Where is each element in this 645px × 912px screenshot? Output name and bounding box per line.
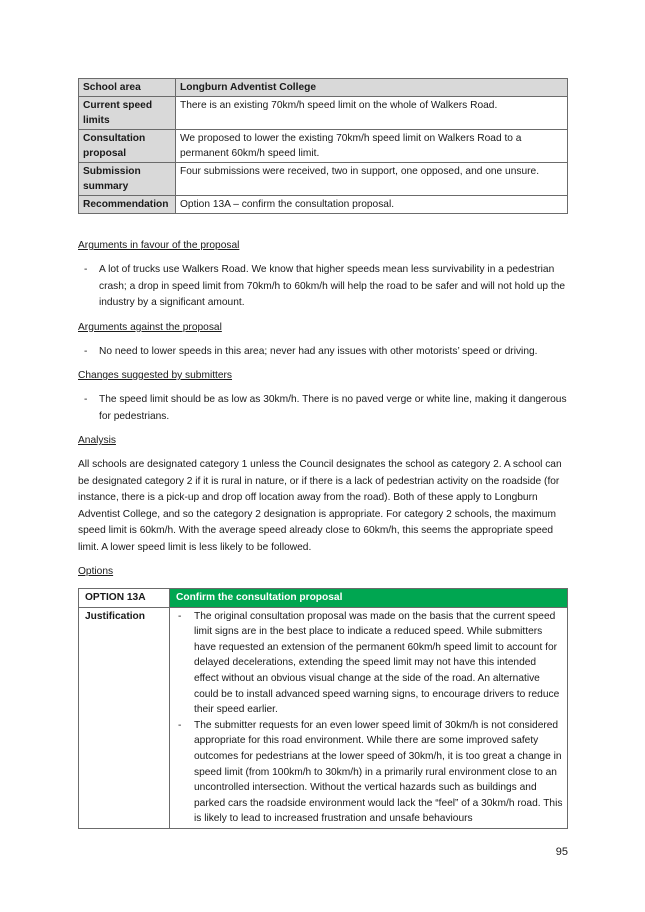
row-value: There is an existing 70km/h speed limit on the whole of Walkers Road. [176,97,568,130]
row-key: Consultation proposal [79,130,176,163]
table-row [79,589,568,608]
table-row [79,196,568,214]
document-page [78,78,568,829]
changes-heading: Changes suggested by submitters [78,370,233,381]
list-item: - The original consultation proposal was made on the basis that the current speed limit signs are in the best place to indicate a reduced speed. While submitters have requested an extension of the permanent 60km/h speed limit to account for delayed decelerations, extending the speed limit may not have this intended effect without an obvious visual change at the side of the road. An alternative could be to install advanced speed warning signs, to encourage drivers to reduce their speed earlier. [172,609,563,718]
justification-cell [170,607,568,828]
row-key: Current speed limits [79,97,176,130]
row-key: Submission summary [79,163,176,196]
option-table [78,588,568,829]
row-value: Option 13A – confirm the consultation proposal. [176,196,568,214]
row-key: School area [79,79,176,97]
justification-list [172,609,563,827]
in-favour-list [78,262,568,312]
summary-table [78,78,568,214]
against-heading: Arguments against the proposal [78,321,222,333]
list-item: - A lot of trucks use Walkers Road. We know that higher speeds mean less survivability in a pedestrian crash; a drop in speed limit from 70km/h to 60km/h will help the road to be safer and will not hold up the industry by a significant amount. [78,262,568,312]
row-value: Four submissions were received, two in support, one opposed, and one unsure. [176,163,568,196]
row-value: Longburn Adventist College [176,79,568,97]
row-key: Recommendation [79,196,176,214]
page-number: 95 [555,846,568,858]
analysis-heading: Analysis [78,435,116,446]
in-favour-heading: Arguments in favour of the proposal [78,240,240,251]
list-item: - The submitter requests for an even lower speed limit of 30km/h is not considered appropriate for this road environment. While there are some improved safety outcomes for pedestrians at the lower speed of 30km/h, it is too great a change in speed limit (from 100km/h to 30km/h) in a primarily rural environment close to an uncontrolled intersection. Without the vertical hazards such as buildings and parked cars the roadside environment would lack the “feel” of a 30km/h road. This is likely to lead to increased frustration and unsafe behaviours [172,718,563,827]
table-row [79,607,568,828]
list-item: - The speed limit should be as low as 30km/h. There is no paved verge or white line, making it dangerous for pedestrians. [78,392,568,425]
changes-list [78,392,568,425]
table-row [79,97,568,130]
analysis-paragraph: All schools are designated category 1 unless the Council designates the school as category 2. A school can be designated category 2 if it is rural in nature, or if there is a lack of pedestrian activity on the roadside (for instance, there is a pick-up and drop off location away from the road). Both of these apply to Longburn Adventist College, and so the category 2 designation is appropriate. For category 2 schools, the maximum speed limit is 60km/h. With the average speed already close to 60km/h, this seems the appropriate speed limit. A lower speed limit is less likely to be followed. [78,459,562,553]
option-title: Confirm the consultation proposal [170,589,568,608]
list-item: - No need to lower speeds in this area; never had any issues with other motorists’ speed or driving. [78,344,568,361]
justification-label: Justification [79,607,170,828]
option-label: OPTION 13A [79,589,170,608]
row-value: We proposed to lower the existing 70km/h speed limit on Walkers Road to a permanent 60km/h speed limit. [176,130,568,163]
against-list [78,344,568,361]
options-heading: Options [78,566,114,577]
table-row [79,130,568,163]
table-row [79,79,568,97]
table-row [79,163,568,196]
